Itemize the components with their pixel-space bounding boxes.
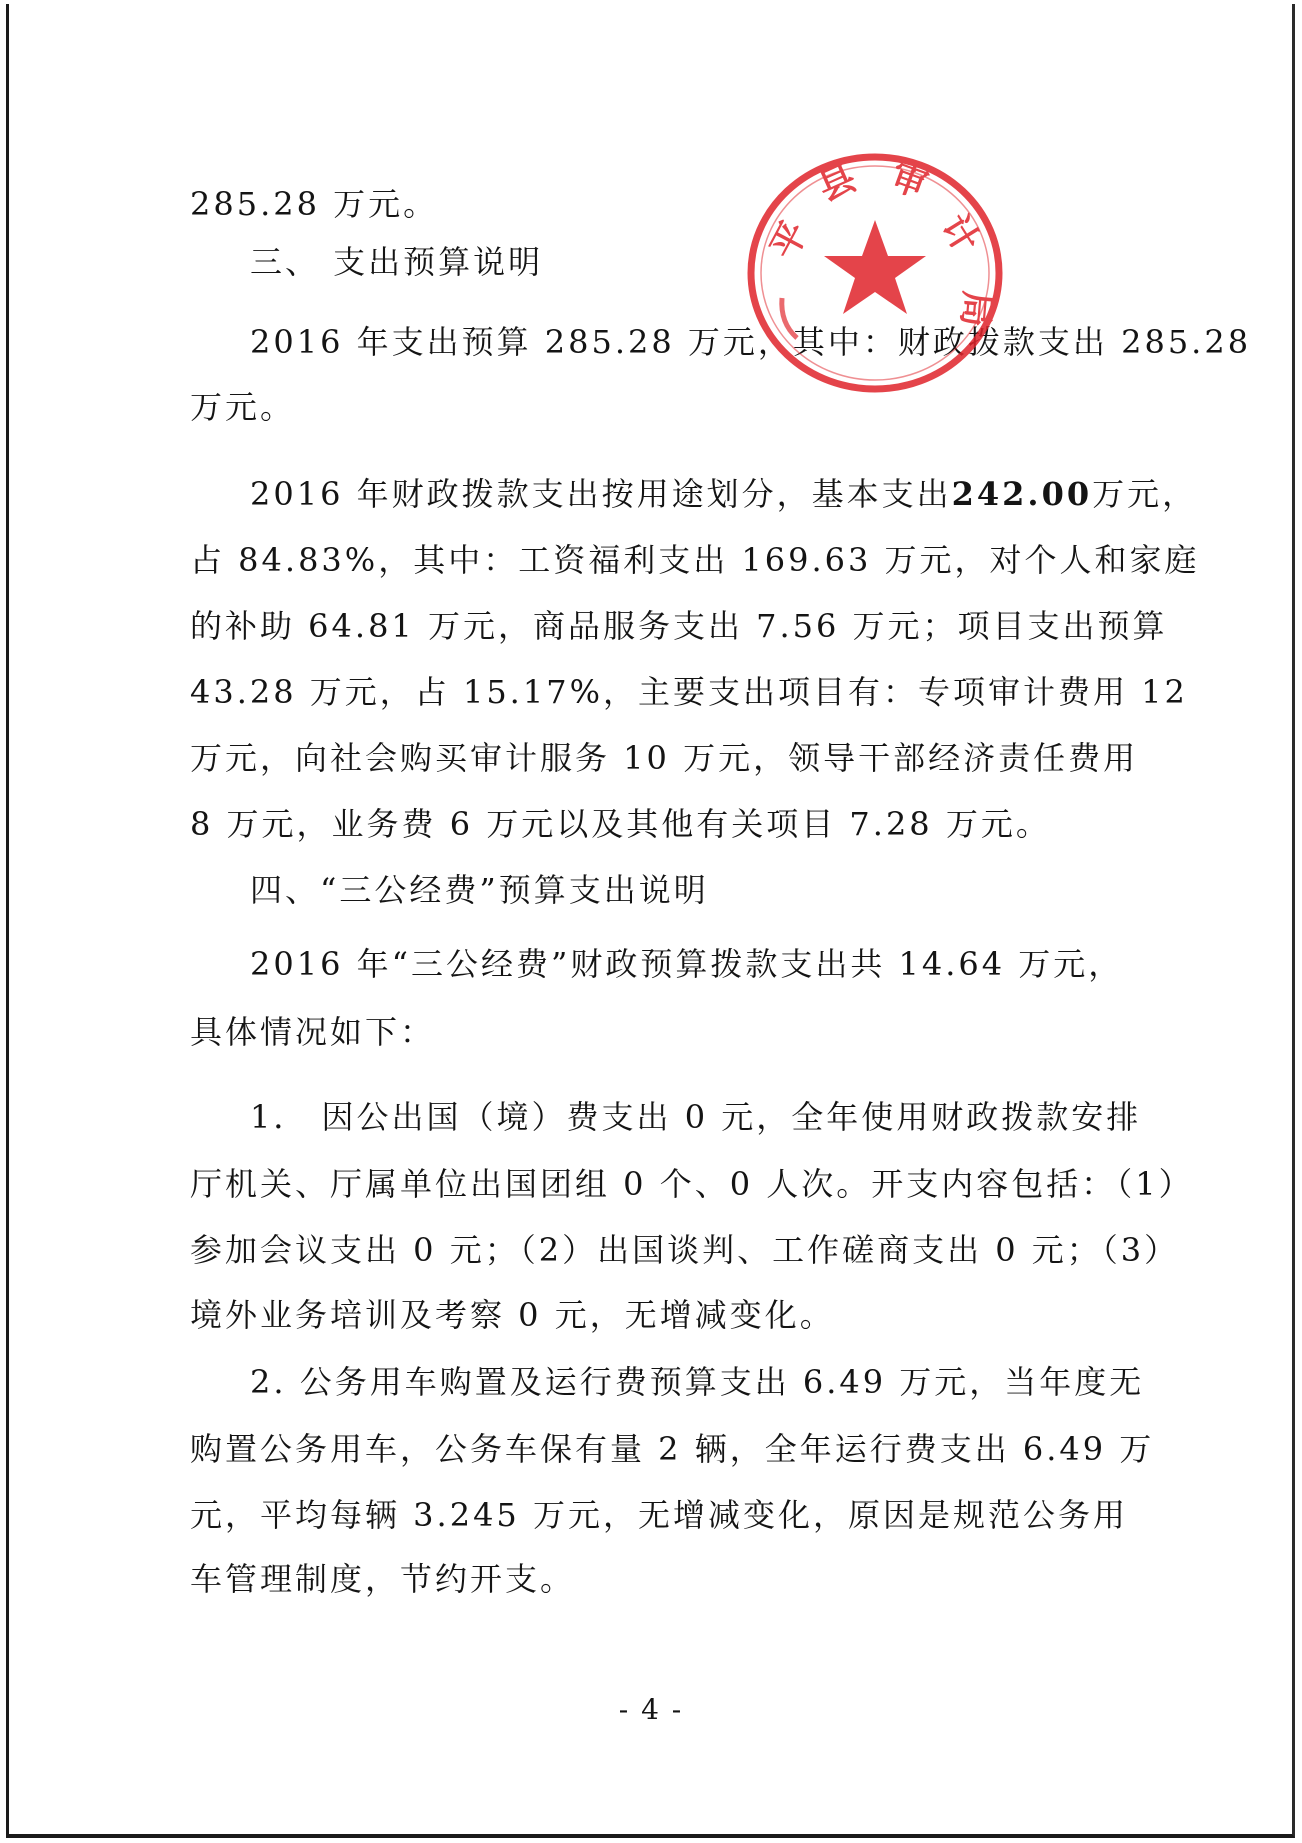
paragraph-line: 万元，向社会购买审计服务 10 万元，领导干部经济责任费用 [190,739,1139,777]
seal-char: 局 [953,289,999,329]
paragraph-line: 参加会议支出 0 元；（2）出国谈判、工作磋商支出 0 元；（3） [190,1231,1180,1269]
seal-char: 县 [812,156,863,210]
paragraph-line: 元，平均每辆 3.245 万元，无增减变化，原因是规范公务用 [190,1496,1128,1534]
seal-char: 平 [762,214,817,267]
section-heading-three-public: 四、“三公经费”预算支出说明 [250,871,709,909]
paragraph-line: 8 万元，业务费 6 万元以及其他有关项目 7.28 万元。 [190,805,1051,843]
paragraph-line: 车管理制度，节约开支。 [190,1560,576,1598]
paragraph-line: 2016 年“三公经费”财政预算拨款支出共 14.64 万元， [250,945,1124,983]
page-number: - 4 - [618,1693,684,1726]
paragraph-line [250,472,1197,516]
paragraph-line: 285.28 万元。 [190,185,439,223]
seal-char: 审 [885,154,934,207]
paragraph-line: 万元。 [190,388,296,426]
official-seal-stamp [742,148,1008,398]
paragraph-line: 2016 年支出预算 285.28 万元，其中：财政拨款支出 285.28 [250,323,1252,361]
paragraph-line: 2. 公务用车购置及运行费预算支出 6.49 万元，当年度无 [250,1363,1145,1401]
star-icon [824,220,926,314]
paragraph-line: 购置公务用车，公务车保有量 2 辆，全年运行费支出 6.49 万 [190,1430,1155,1468]
basic-expenditure-amount: 242.00 [951,475,1093,513]
paragraph-line: 1． 因公出国（境）费支出 0 元，全年使用财政拨款安排 [250,1098,1142,1136]
paragraph-line: 占 84.83%，其中：工资福利支出 169.63 万元，对个人和家庭 [190,541,1200,579]
paragraph-line: 的补助 64.81 万元，商品服务支出 7.56 万元；项目支出预算 [190,607,1168,645]
text-segment: 万元， [1092,475,1198,513]
seal-char: 计 [932,207,988,261]
paragraph-line: 境外业务培训及考察 0 元，无增减变化。 [190,1296,835,1334]
paragraph-line: 厅机关、厅属单位出国团组 0 个、0 人次。开支内容包括：（1） [190,1165,1194,1203]
paragraph-line: 具体情况如下： [190,1013,436,1051]
paragraph-line: 43.28 万元，占 15.17%，主要支出项目有：专项审计费用 12 [190,673,1188,711]
section-heading-expenditure: 三、 支出预算说明 [250,243,544,281]
text-segment: 2016 年财政拨款支出按用途划分，基本支出 [250,475,952,513]
